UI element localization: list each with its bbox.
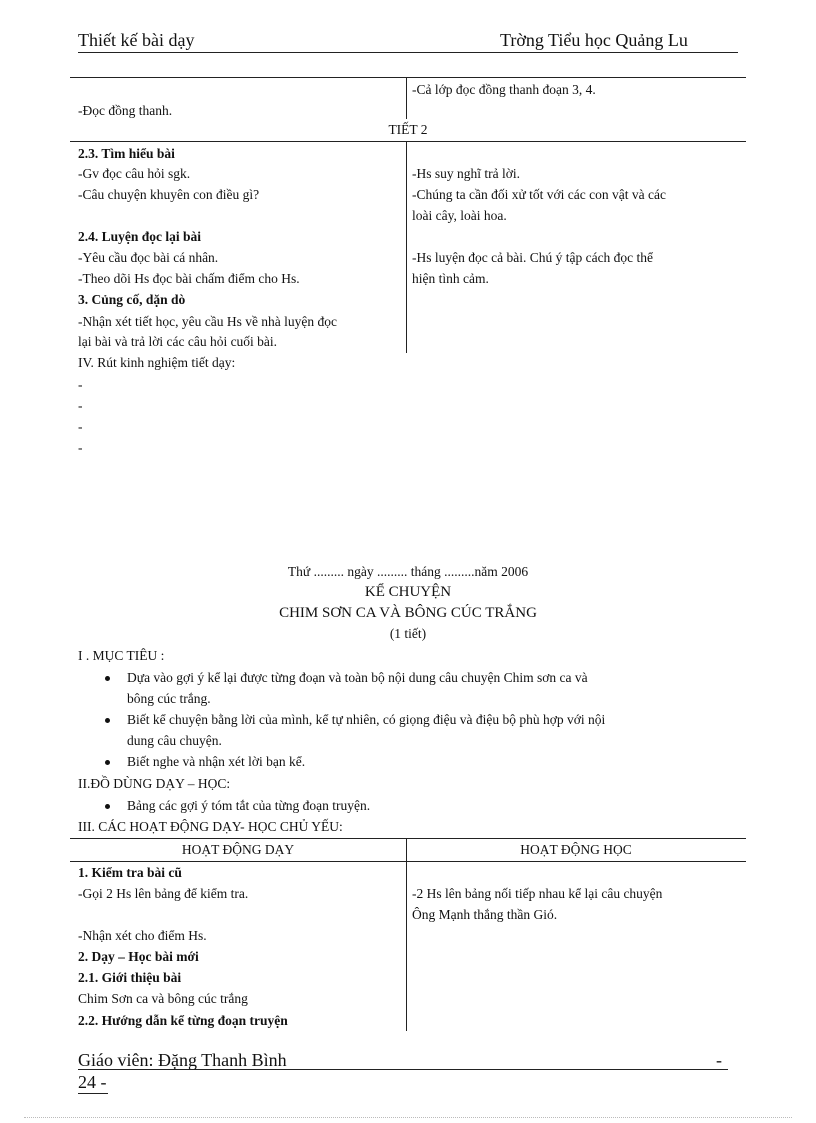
table-cell: hiện tình cảm. [412,271,489,286]
section-heading: 3. Củng cố, dặn dò [78,292,186,307]
header-left: Thiết kế bài dạy [78,30,195,50]
column-divider [406,77,407,119]
section-heading: 2. Dạy – Học bài mới [78,949,199,964]
column-header-teach: HOẠT ĐỘNG DẠY [181,842,295,857]
header-rule [78,52,738,53]
footer-teacher: Giáo viên: Đặng Thanh Bình [78,1050,287,1070]
header-right: Trờng Tiểu học Quảng Lu [500,30,688,50]
objective-text: Biết nghe và nhận xét lời bạn kể. [127,754,306,769]
table-cell: -Gọi 2 Hs lên bảng để kiểm tra. [78,886,249,901]
lesson-duration: (1 tiết) [389,626,427,641]
lesson-title: CHIM SƠN CA VÀ BÔNG CÚC TRẮNG [279,605,537,621]
table-top-border [70,838,746,839]
bullet-icon [105,676,110,681]
table-cell: -Hs luyện đọc cả bài. Chú ý tập cách đọc thể [412,250,654,265]
section-heading: 1. Kiểm tra bài cũ [78,865,182,880]
objective-text: Dựa vào gợi ý kể lại được từng đoạn và toàn bộ nội dung câu chuyện Chim sơn ca và [127,670,588,685]
footer-dash: - [716,1050,722,1070]
section-heading: 2.3. Tìm hiểu bài [78,146,175,161]
objectives-title: I . MỤC TIÊU : [78,648,165,663]
table-cell: -Cả lớp đọc đồng thanh đoạn 3, 4. [412,82,596,97]
objective-text: dung câu chuyện. [127,733,222,748]
table-cell: -Nhận xét tiết học, yêu cầu Hs về nhà luyện đọc [78,314,338,329]
table-cell: -Đọc đồng thanh. [78,103,173,118]
table-cell: -Nhận xét cho điểm Hs. [78,928,207,943]
objective-text: Biết kể chuyện bằng lời của mình, kể tự nhiên, có giọng điệu và điệu bộ phù hợp với nội [127,712,606,727]
bullet-icon [105,804,110,809]
page-number-rule [78,1093,108,1094]
bullet-icon [105,718,110,723]
table-cell: lại bài và trả lời các câu hỏi cuối bài. [78,334,278,349]
table-cell: loài cây, loài hoa. [412,208,507,223]
section-label: TIẾT 2 [388,122,428,137]
section-heading: 2.4. Luyện đọc lại bài [78,229,202,244]
materials-title: II.ĐỒ DÙNG DẠY – HỌC: [78,776,231,791]
table-row-border [70,141,746,142]
note-dash: - [78,398,83,413]
section-heading: 2.1. Giới thiệu bài [78,970,182,985]
section-heading: 2.2. Hướng dẫn kể từng đoạn truyện [78,1013,288,1028]
column-header-learn: HOẠT ĐỘNG HỌC [520,842,632,857]
page-edge-divider [24,1117,792,1118]
page-number: 24 - [78,1072,107,1092]
material-text: Bảng các gợi ý tóm tắt của từng đoạn truyện. [127,798,371,813]
table-cell: -2 Hs lên bảng nối tiếp nhau kể lại câu chuyện [412,886,663,901]
note-dash: - [78,377,83,392]
footer-rule [78,1069,728,1070]
column-divider [406,141,407,353]
objective-text: bông cúc trắng. [127,691,211,706]
table-cell: -Theo dõi Hs đọc bài chấm điểm cho Hs. [78,271,300,286]
table-header-border [70,861,746,862]
bullet-icon [105,760,110,765]
activities-title: III. CÁC HOẠT ĐỘNG DẠY- HỌC CHỦ YẾU: [78,819,343,834]
table-top-border [70,77,746,78]
table-cell: -Hs suy nghĩ trả lời. [412,166,521,181]
table-cell: -Câu chuyện khuyên con điều gì? [78,187,260,202]
note-dash: - [78,419,83,434]
table-cell: -Chúng ta cần đối xử tốt với các con vật và các [412,187,666,202]
date-line: Thứ ......... ngày ......... tháng .........năm 2006 [287,564,529,579]
column-divider [406,838,407,1031]
table-cell: Ông Mạnh thắng thần Gió. [412,907,558,922]
experience-title: IV. Rút kinh nghiệm tiết dạy: [78,355,236,370]
note-dash: - [78,440,83,455]
table-cell: -Gv đọc câu hỏi sgk. [78,166,191,181]
table-cell: Chim Sơn ca và bông cúc trắng [78,991,248,1006]
lesson-subject: KỂ CHUYỆN [364,584,452,600]
table-cell: -Yêu cầu đọc bài cá nhân. [78,250,219,265]
